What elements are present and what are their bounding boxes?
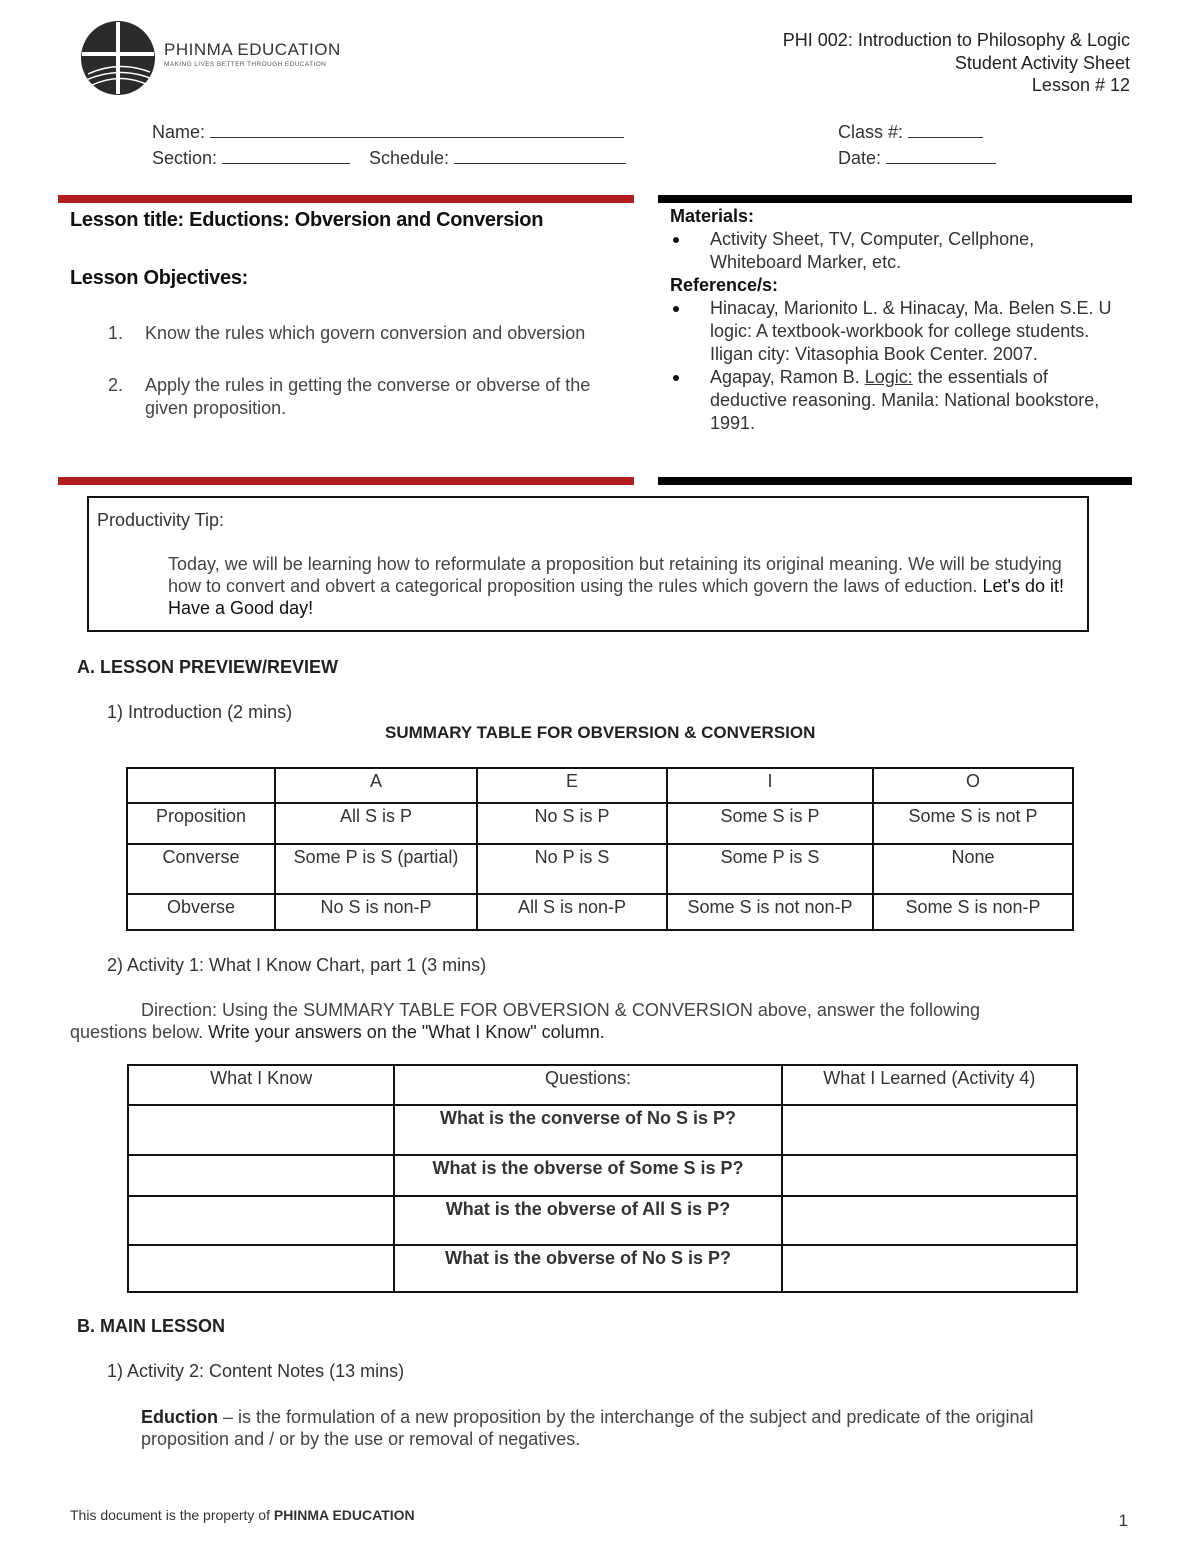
reference-link: Logic: xyxy=(864,367,913,387)
tip-closing: Let's do it! Have a Good day! xyxy=(168,576,1064,618)
summary-header-cell: I xyxy=(667,768,873,803)
table-row xyxy=(128,1105,1077,1155)
name-blank[interactable] xyxy=(210,119,624,138)
left-bottom-divider xyxy=(58,477,634,485)
what-i-know-chart xyxy=(127,1064,1078,1293)
chart-header-row xyxy=(128,1065,1077,1105)
table-cell: All S is non-P xyxy=(477,894,667,930)
objective-number: 1. xyxy=(108,323,124,343)
objectives-list xyxy=(108,322,608,420)
objective-text: Know the rules which govern conversion and obversion xyxy=(145,323,586,343)
direction-line-2: questions below. Write your answers on the "What I Know" column. xyxy=(70,1022,605,1042)
table-row xyxy=(128,1196,1077,1245)
name-label: Name: xyxy=(152,122,206,142)
phinma-logo-icon xyxy=(80,20,156,96)
chart-header-cell: What I Learned (Activity 4) xyxy=(782,1065,1077,1105)
bullet-icon xyxy=(673,237,679,243)
eduction-term: Eduction xyxy=(141,1407,218,1427)
section-b-heading: B. MAIN LESSON xyxy=(77,1316,226,1336)
objective-number: 2. xyxy=(108,375,124,395)
objective-item xyxy=(108,374,608,420)
schedule-field[interactable] xyxy=(369,145,626,169)
table-cell: None xyxy=(873,844,1073,894)
chart-header-cell: Questions: xyxy=(394,1065,781,1105)
table-cell: Converse xyxy=(127,844,275,894)
materials-panel xyxy=(670,205,1120,435)
sheet-title: Student Activity Sheet xyxy=(954,53,1130,73)
summary-table-title: SUMMARY TABLE FOR OBVERSION & CONVERSION xyxy=(385,723,816,742)
tip-label: Productivity Tip: xyxy=(97,510,225,530)
table-row xyxy=(127,803,1073,844)
summary-header-cell: O xyxy=(873,768,1073,803)
summary-header-row xyxy=(127,768,1073,803)
references-heading: Reference/s: xyxy=(670,275,779,295)
logo-name: PHINMA EDUCATION xyxy=(164,40,341,59)
question-cell: What is the obverse of No S is P? xyxy=(394,1245,781,1292)
section-a-heading: A. LESSON PREVIEW/REVIEW xyxy=(77,657,339,677)
what-i-know-answer[interactable] xyxy=(128,1196,394,1245)
footer-owner: PHINMA EDUCATION xyxy=(273,1507,415,1523)
tip-text: Today, we will be learning how to reformulate a proposition but retaining its original meaning. We will be studying how to convert and obvert a categorical proposition using the rules which govern the laws of eduction. Let's do it! Have a Good day! xyxy=(168,554,1064,618)
class-label: Class #: xyxy=(838,122,904,142)
table-row xyxy=(127,894,1073,930)
bullet-icon xyxy=(673,306,679,312)
objective-item xyxy=(108,322,608,374)
section-blank[interactable] xyxy=(222,145,350,164)
eduction-definition: Eduction – is the formulation of a new proposition by the interchange of the subject and predicate of the original proposition and / or by the use or removal of negatives. xyxy=(141,1407,1034,1449)
logo-tagline: MAKING LIVES BETTER THROUGH EDUCATION xyxy=(164,61,327,68)
right-top-divider xyxy=(658,195,1132,203)
table-cell: Some P is S xyxy=(667,844,873,894)
objective-text: Apply the rules in getting the converse or obverse of the given proposition. xyxy=(145,375,591,418)
class-field[interactable] xyxy=(838,119,983,143)
class-blank[interactable] xyxy=(908,119,983,138)
activity-1-item: 2) Activity 1: What I Know Chart, part 1 (3 mins) xyxy=(107,955,487,975)
date-label: Date: xyxy=(838,148,882,168)
what-i-know-answer[interactable] xyxy=(128,1105,394,1155)
footer-note: This document is the property of PHINMA EDUCATION xyxy=(70,1507,415,1523)
date-field[interactable] xyxy=(838,145,996,169)
chart-header-cell: What I Know xyxy=(128,1065,394,1105)
course-title: PHI 002: Introduction to Philosophy & Logic xyxy=(782,30,1130,50)
summary-table xyxy=(126,767,1074,931)
name-field[interactable] xyxy=(152,119,624,143)
table-cell: Some S is not non-P xyxy=(667,894,873,930)
table-cell: No S is non-P xyxy=(275,894,477,930)
section-label: Section: xyxy=(152,148,218,168)
lesson-number: Lesson # 12 xyxy=(1031,75,1130,95)
what-i-learned-answer[interactable] xyxy=(782,1196,1077,1245)
objectives-heading: Lesson Objectives: xyxy=(70,267,248,289)
bullet-icon xyxy=(673,375,679,381)
reference-item: Agapay, Ramon B. Logic: the essentials of deductive reasoning. Manila: National bookstore, 1991. xyxy=(710,366,1120,435)
table-cell: Some S is non-P xyxy=(873,894,1073,930)
question-cell: What is the obverse of Some S is P? xyxy=(394,1155,781,1196)
table-row xyxy=(128,1245,1077,1292)
table-cell: Some S is P xyxy=(667,803,873,844)
question-cell: What is the obverse of All S is P? xyxy=(394,1196,781,1245)
table-row xyxy=(128,1155,1077,1196)
reference-item: Hinacay, Marionito L. & Hinacay, Ma. Belen S.E. U logic: A textbook-workbook for college students. Iligan city: Vitasophia Book Center. 2007. xyxy=(710,297,1120,366)
what-i-know-answer[interactable] xyxy=(128,1155,394,1196)
table-cell: All S is P xyxy=(275,803,477,844)
material-item: Activity Sheet, TV, Computer, Cellphone, Whiteboard Marker, etc. xyxy=(710,228,1120,274)
summary-header-cell xyxy=(127,768,275,803)
summary-header-cell: A xyxy=(275,768,477,803)
materials-heading: Materials: xyxy=(670,206,755,226)
what-i-learned-answer[interactable] xyxy=(782,1105,1077,1155)
left-top-divider xyxy=(58,195,634,203)
date-blank[interactable] xyxy=(886,145,996,164)
question-cell: What is the converse of No S is P? xyxy=(394,1105,781,1155)
what-i-learned-answer[interactable] xyxy=(782,1155,1077,1196)
table-cell: Obverse xyxy=(127,894,275,930)
table-cell: Some S is not P xyxy=(873,803,1073,844)
what-i-know-answer[interactable] xyxy=(128,1245,394,1292)
table-row xyxy=(127,844,1073,894)
introduction-item: 1) Introduction (2 mins) xyxy=(107,702,293,722)
activity-2-item: 1) Activity 2: Content Notes (13 mins) xyxy=(107,1361,405,1381)
lesson-title: Lesson title: Eductions: Obversion and Conversion xyxy=(70,209,544,231)
direction-line-1: Direction: Using the SUMMARY TABLE FOR OBVERSION & CONVERSION above, answer the following xyxy=(141,1000,980,1020)
schedule-label: Schedule: xyxy=(369,148,450,168)
table-cell: Some P is S (partial) xyxy=(275,844,477,894)
page-number: 1 xyxy=(1118,1511,1128,1530)
right-bottom-divider xyxy=(658,477,1132,485)
schedule-blank[interactable] xyxy=(454,145,626,164)
table-cell: Proposition xyxy=(127,803,275,844)
table-cell: No P is S xyxy=(477,844,667,894)
summary-header-cell: E xyxy=(477,768,667,803)
what-i-learned-answer[interactable] xyxy=(782,1245,1077,1292)
section-field[interactable] xyxy=(152,145,350,169)
table-cell: No S is P xyxy=(477,803,667,844)
